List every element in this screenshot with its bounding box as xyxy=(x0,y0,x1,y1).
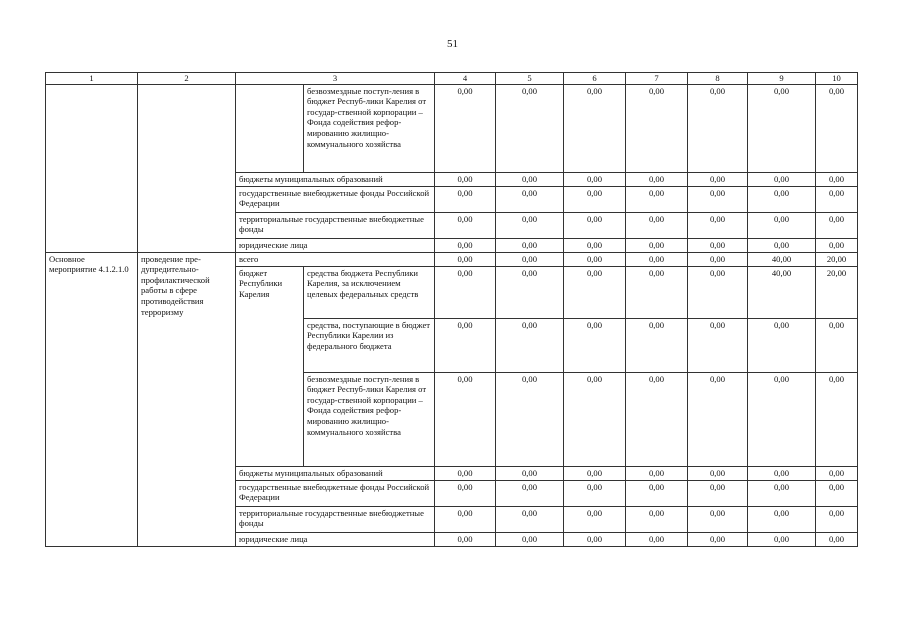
value-cell: 0,00 xyxy=(496,480,564,506)
value-cell: 0,00 xyxy=(688,480,748,506)
value-cell: 0,00 xyxy=(564,212,626,238)
value-cell: 0,00 xyxy=(626,506,688,532)
column-header: 9 xyxy=(748,73,816,85)
value-cell: 0,00 xyxy=(564,480,626,506)
value-cell: 0,00 xyxy=(496,172,564,186)
value-cell: 0,00 xyxy=(626,480,688,506)
value-cell: 0,00 xyxy=(688,532,748,546)
value-cell: 0,00 xyxy=(435,172,496,186)
value-cell: 0,00 xyxy=(816,212,858,238)
value-cell: 0,00 xyxy=(564,532,626,546)
value-cell: 0,00 xyxy=(816,84,858,172)
value-cell: 0,00 xyxy=(496,238,564,252)
name-cell-empty xyxy=(138,84,236,252)
value-cell: 0,00 xyxy=(564,84,626,172)
value-cell: 0,00 xyxy=(496,532,564,546)
value-cell: 0,00 xyxy=(688,84,748,172)
value-cell: 0,00 xyxy=(688,186,748,212)
source-label: юридические лица xyxy=(236,532,435,546)
value-cell: 0,00 xyxy=(496,318,564,372)
event-name: проведение пре-дупредительно-профилактической работы в сфере противодействия терроризму xyxy=(138,252,236,546)
value-cell: 0,00 xyxy=(564,238,626,252)
value-cell: 40,00 xyxy=(748,252,816,266)
column-header: 8 xyxy=(688,73,748,85)
value-cell: 0,00 xyxy=(496,466,564,480)
value-cell: 0,00 xyxy=(435,186,496,212)
value-cell: 0,00 xyxy=(748,372,816,466)
value-cell: 0,00 xyxy=(496,372,564,466)
value-cell: 0,00 xyxy=(626,238,688,252)
value-cell: 0,00 xyxy=(748,84,816,172)
value-cell: 20,00 xyxy=(816,252,858,266)
value-cell: 0,00 xyxy=(688,212,748,238)
value-cell: 0,00 xyxy=(816,186,858,212)
value-cell: 0,00 xyxy=(564,172,626,186)
table-row xyxy=(46,252,858,266)
value-cell: 0,00 xyxy=(435,480,496,506)
value-cell: 0,00 xyxy=(496,252,564,266)
value-cell: 0,00 xyxy=(435,238,496,252)
value-cell: 0,00 xyxy=(626,266,688,318)
column-header: 7 xyxy=(626,73,688,85)
value-cell: 0,00 xyxy=(626,466,688,480)
value-cell: 0,00 xyxy=(688,466,748,480)
value-cell: 0,00 xyxy=(435,372,496,466)
value-cell: 0,00 xyxy=(564,186,626,212)
source-label: территориальные государственные внебюджетные фонды xyxy=(236,506,435,532)
source-label: бюджеты муниципальных образований xyxy=(236,466,435,480)
value-cell: 0,00 xyxy=(626,172,688,186)
value-cell: 0,00 xyxy=(816,466,858,480)
value-cell: 0,00 xyxy=(496,212,564,238)
value-cell: 0,00 xyxy=(748,506,816,532)
value-cell: 0,00 xyxy=(435,252,496,266)
value-cell: 0,00 xyxy=(748,532,816,546)
value-cell: 0,00 xyxy=(626,252,688,266)
source-label: государственные внебюджетные фонды Российской Федерации xyxy=(236,186,435,212)
value-cell: 0,00 xyxy=(496,84,564,172)
value-cell: 0,00 xyxy=(496,266,564,318)
value-cell: 0,00 xyxy=(564,252,626,266)
value-cell: 0,00 xyxy=(748,480,816,506)
value-cell: 0,00 xyxy=(816,532,858,546)
value-cell: 0,00 xyxy=(688,372,748,466)
value-cell: 0,00 xyxy=(626,532,688,546)
value-cell: 0,00 xyxy=(816,172,858,186)
value-cell: 0,00 xyxy=(748,212,816,238)
value-cell: 0,00 xyxy=(626,186,688,212)
value-cell: 0,00 xyxy=(688,266,748,318)
value-cell: 0,00 xyxy=(496,186,564,212)
value-cell: 0,00 xyxy=(816,318,858,372)
value-cell: 0,00 xyxy=(688,238,748,252)
event-status: Основное мероприятие 4.1.2.1.0 xyxy=(46,252,138,546)
value-cell: 0,00 xyxy=(626,212,688,238)
value-cell: 0,00 xyxy=(816,506,858,532)
value-cell: 0,00 xyxy=(748,466,816,480)
header-row xyxy=(46,73,858,85)
value-cell: 0,00 xyxy=(626,84,688,172)
value-cell: 0,00 xyxy=(435,84,496,172)
budget-label-cell-empty xyxy=(236,84,304,172)
column-header: 10 xyxy=(816,73,858,85)
source-label: юридические лица xyxy=(236,238,435,252)
table-row xyxy=(46,84,858,172)
value-cell: 0,00 xyxy=(564,318,626,372)
source-label: бюджеты муниципальных образований xyxy=(236,172,435,186)
value-cell: 0,00 xyxy=(626,318,688,372)
total-label: всего xyxy=(236,252,435,266)
column-header: 5 xyxy=(496,73,564,85)
value-cell: 0,00 xyxy=(688,318,748,372)
column-header: 1 xyxy=(46,73,138,85)
page-number: 51 xyxy=(447,38,458,50)
value-cell: 0,00 xyxy=(435,318,496,372)
source-label: средства бюджета Республики Карелия, за исключением целевых федеральных средств xyxy=(304,266,435,318)
value-cell: 0,00 xyxy=(816,480,858,506)
value-cell: 0,00 xyxy=(564,266,626,318)
value-cell: 0,00 xyxy=(748,238,816,252)
value-cell: 0,00 xyxy=(688,172,748,186)
column-header: 6 xyxy=(564,73,626,85)
status-cell-empty xyxy=(46,84,138,252)
source-label: безвозмездные поступ-ления в бюджет Респуб-лики Карелия от государ-ственной корпорации – Фонда содействия рефор-мированию жилищно-коммунального хозяйства xyxy=(304,372,435,466)
value-cell: 0,00 xyxy=(816,238,858,252)
budget-table xyxy=(45,72,858,547)
value-cell: 20,00 xyxy=(816,266,858,318)
value-cell: 0,00 xyxy=(816,372,858,466)
value-cell: 0,00 xyxy=(564,372,626,466)
value-cell: 0,00 xyxy=(748,318,816,372)
source-label: территориальные государственные внебюджетные фонды xyxy=(236,212,435,238)
value-cell: 0,00 xyxy=(435,266,496,318)
value-cell: 0,00 xyxy=(564,466,626,480)
value-cell: 0,00 xyxy=(435,506,496,532)
value-cell: 0,00 xyxy=(688,252,748,266)
value-cell: 0,00 xyxy=(748,186,816,212)
value-cell: 0,00 xyxy=(626,372,688,466)
source-label: безвозмездные поступ-ления в бюджет Респуб-лики Карелия от государ-ственной корпорации – Фонда содействия рефор-мированию жилищно-коммунального хозяйства xyxy=(304,84,435,172)
value-cell: 0,00 xyxy=(564,506,626,532)
value-cell: 0,00 xyxy=(688,506,748,532)
value-cell: 0,00 xyxy=(435,532,496,546)
source-label: государственные внебюджетные фонды Российской Федерации xyxy=(236,480,435,506)
value-cell: 0,00 xyxy=(435,212,496,238)
value-cell: 0,00 xyxy=(748,172,816,186)
column-header: 3 xyxy=(236,73,435,85)
value-cell: 0,00 xyxy=(496,506,564,532)
budget-label: бюджет Республики Карелия xyxy=(236,266,304,466)
column-header: 4 xyxy=(435,73,496,85)
source-label: средства, поступающие в бюджет Республики Карелии из федерального бюджета xyxy=(304,318,435,372)
value-cell: 0,00 xyxy=(435,466,496,480)
column-header: 2 xyxy=(138,73,236,85)
value-cell: 40,00 xyxy=(748,266,816,318)
